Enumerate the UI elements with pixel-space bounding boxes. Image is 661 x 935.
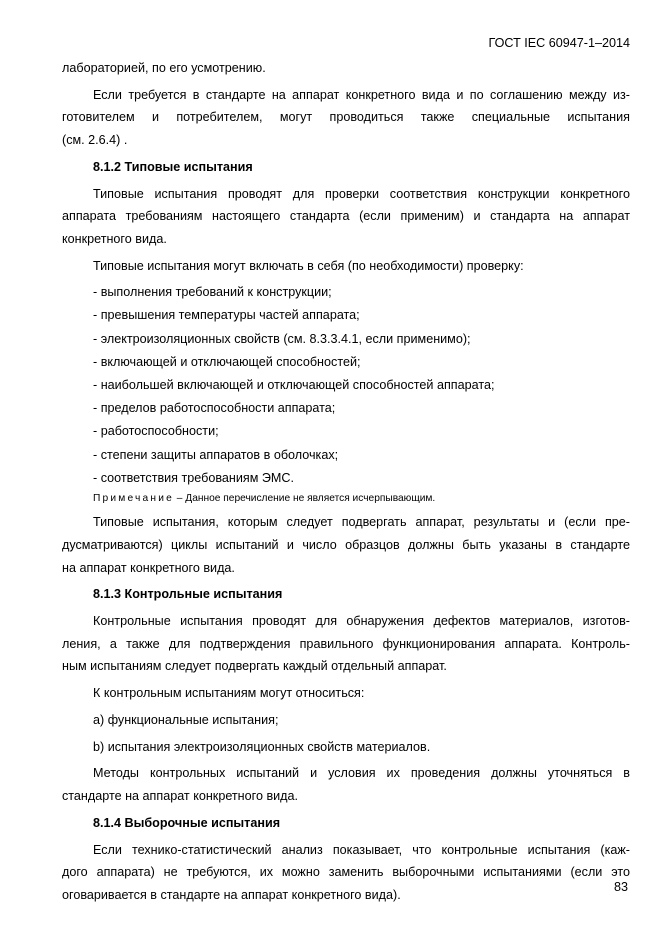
- list-item: - работоспособности;: [93, 424, 219, 439]
- list-item: - соответствия требованиям ЭМС.: [93, 470, 295, 485]
- text-line: оговаривается в стандарте на аппарат конкретного вида).: [62, 887, 401, 902]
- text-line: Если требуется в стандарте на аппарат конкретного вида и по соглашению между из-: [93, 87, 630, 102]
- text-line: лабораторией, по его усмотрению.: [62, 61, 266, 75]
- page-number: 83: [613, 880, 628, 894]
- paragraph-type-tests: [62, 183, 630, 251]
- list-item: - степени защиты аппаратов в оболочках;: [93, 447, 339, 462]
- text-line: (см. 2.6.4) .: [62, 132, 128, 147]
- text-line: Типовые испытания проводят для проверки соответствия конструкции конкретного: [93, 186, 630, 201]
- list-item: - превышения температуры частей аппарата;: [93, 308, 360, 323]
- text-line: на аппарат конкретного вида.: [62, 560, 235, 575]
- text-line: Если технико-статистический анализ показывает, что контрольные испытания (каж-: [93, 842, 630, 857]
- paragraph-type-tests-results: [62, 511, 630, 579]
- list-item: - выполнения требований к конструкции;: [93, 285, 332, 300]
- paragraph-type-tests-list-intro: [62, 255, 630, 278]
- text-line: Типовые испытания, которым следует подвергать аппарат, результаты и (если пре-: [93, 515, 630, 530]
- type-tests-list: [62, 281, 630, 489]
- section-heading-8-1-3: 8.1.3 Контрольные испытания: [93, 587, 283, 602]
- text-line: ным испытаниям следует подвергать каждый отдельный аппарат.: [62, 659, 447, 674]
- list-item: - пределов работоспособности аппарата;: [93, 401, 336, 416]
- text-line: готовителем и потребителем, могут проводиться также специальные испытания: [62, 110, 630, 125]
- note-label: Примечание: [93, 493, 174, 505]
- text-line: Методы контрольных испытаний и условия их проведения должны уточняться в: [93, 766, 630, 781]
- paragraph-continuation: [62, 57, 630, 80]
- paragraph-routine-tests: [62, 610, 630, 678]
- paragraph-sampling-tests: [62, 839, 630, 907]
- paragraph-special-tests: [62, 84, 630, 152]
- list-item: - наибольшей включающей и отключающей способностей аппарата;: [93, 378, 495, 393]
- document-body: [62, 57, 630, 911]
- text-line: b) испытания электроизоляционных свойств материалов.: [93, 739, 431, 754]
- text-line: ления, а также для подтверждения правильного функционирования аппарата. Контроль-: [62, 636, 630, 651]
- document-code-header: ГОСТ IEC 60947-1–2014: [488, 36, 630, 50]
- text-line: a) функциональные испытания;: [93, 712, 279, 727]
- list-item: - электроизоляционных свойств (см. 8.3.3.4.1, если применимо);: [93, 331, 471, 346]
- text-line: К контрольным испытаниям могут относиться:: [93, 686, 365, 701]
- note-text: – Данное перечисление не является исчерпывающим.: [173, 493, 436, 505]
- text-line: Типовые испытания могут включать в себя (по необходимости) проверку:: [93, 258, 524, 273]
- note: [62, 491, 630, 507]
- text-line: Контрольные испытания проводят для обнаружения дефектов материалов, изготов-: [93, 614, 630, 629]
- list-item-a: [62, 709, 630, 732]
- text-line: стандарте на аппарат конкретного вида.: [62, 789, 299, 804]
- paragraph-routine-tests-methods: [62, 762, 630, 807]
- text-line: дусматриваются) циклы испытаний и число образцов должны быть указаны в стандарте: [62, 537, 630, 552]
- section-heading-8-1-2: 8.1.2 Типовые испытания: [93, 159, 253, 174]
- paragraph-routine-tests-intro: [62, 682, 630, 705]
- text-line: аппарата требованиям настоящего стандарта (если применим) и стандарта на аппарат: [62, 209, 630, 224]
- list-item-b: [62, 736, 630, 759]
- text-line: конкретного вида.: [62, 231, 167, 246]
- text-line: дого аппарата) не требуются, их можно заменить выборочными испытаниями (если это: [62, 865, 630, 880]
- section-heading-8-1-4: 8.1.4 Выборочные испытания: [93, 815, 281, 830]
- list-item: - включающей и отключающей способностей;: [93, 354, 361, 369]
